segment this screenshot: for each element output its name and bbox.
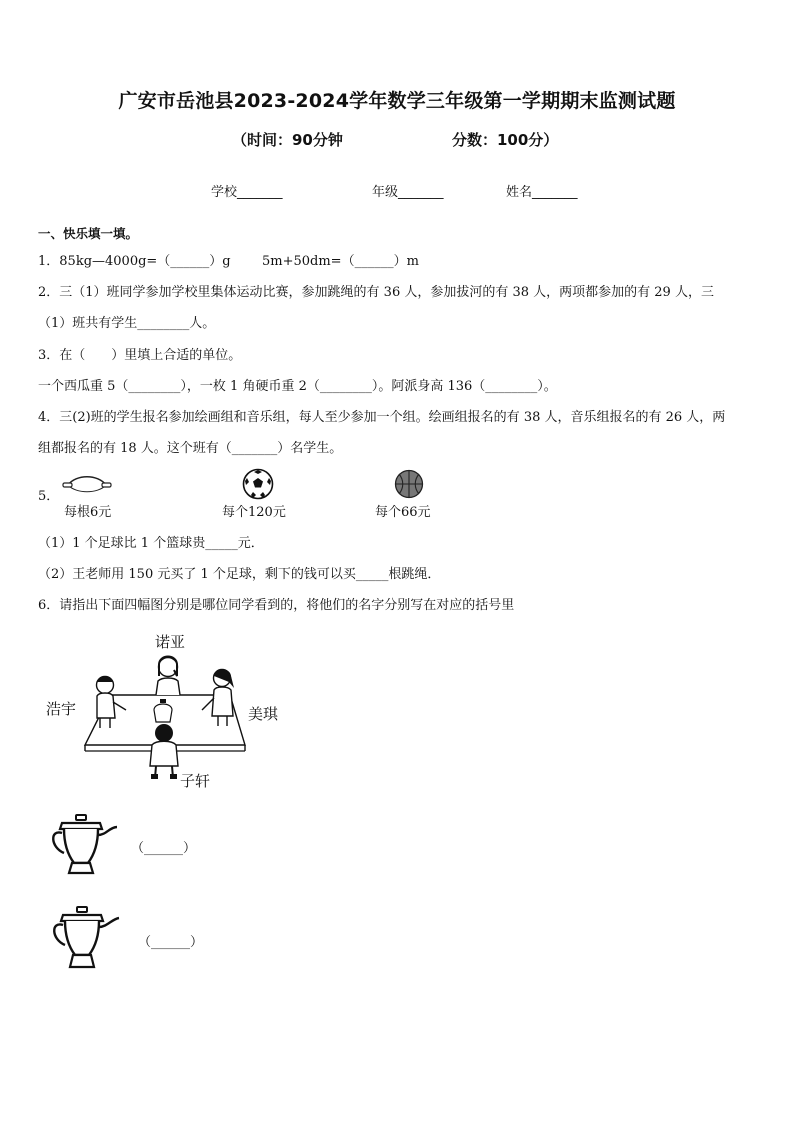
question-2-line1: 2．三（1）班同学参加学校里集体运动比赛，参加跳绳的有 36 人，参加拔河的有 38 人，两项都参加的有 29 人，三 [38, 285, 714, 300]
table-scene-illustration [82, 650, 247, 785]
page-title: 广安市岳池县2023-2024学年数学三年级第一学期期末监测试题 [118, 90, 676, 112]
question-6: 6．请指出下面四幅图分别是哪位同学看到的，将他们的名字分别写在对应的括号里 [38, 598, 515, 613]
teapot-view-1 [46, 813, 120, 877]
name-label-top: 诺亚 [155, 633, 186, 651]
section-heading: 一、快乐填一填。 [38, 226, 139, 241]
jump-rope-icon [62, 472, 112, 498]
name-field[interactable]: 姓名_______ [506, 185, 578, 200]
name-label-bottom: 子轩 [180, 772, 211, 790]
school-field[interactable]: 学校_______ [211, 185, 283, 200]
grade-field[interactable]: 年级_______ [372, 185, 444, 200]
question-5-number: 5． [38, 489, 60, 504]
soccer-price: 每个120元 [222, 505, 286, 520]
question-3-line2: 一个西瓜重 5（________），一枚 1 角硬币重 2（________）。阿派身高 136（________）。 [38, 379, 557, 394]
teapot-view-2 [46, 905, 122, 971]
question-1b: 5m+50dm=（______）m [262, 254, 419, 269]
answer-blank-1[interactable]: （______） [131, 841, 197, 856]
question-3-line1: 3．在（ ）里填上合适的单位。 [38, 348, 242, 363]
question-4-line2: 组都报名的有 18 人。这个班有（_______）名学生。 [38, 441, 343, 456]
question-5-sub2: （2）王老师用 150 元买了 1 个足球，剩下的钱可以买_____根跳绳． [38, 567, 441, 582]
name-label-right: 美琪 [248, 705, 279, 723]
exam-score: 分数：100分） [452, 131, 559, 149]
answer-blank-2[interactable]: （______） [138, 935, 204, 950]
rope-price: 每根6元 [64, 505, 112, 520]
name-label-left: 浩宇 [46, 700, 77, 718]
basketball-price: 每个66元 [375, 505, 431, 520]
soccer-ball-icon [242, 468, 274, 500]
question-5-sub1: （1）1 个足球比 1 个篮球贵_____元． [38, 536, 264, 551]
question-4-line1: 4．三(2)班的学生报名参加绘画组和音乐组，每人至少参加一个组。绘画组报名的有 38 人，音乐组报名的有 26 人，两 [38, 410, 726, 425]
question-1a: 1．85kg—4000g=（______）g [38, 254, 231, 269]
question-2-line2: （1）班共有学生________人。 [38, 316, 216, 331]
exam-time: （时间：90分钟 [232, 131, 343, 149]
basketball-icon [394, 469, 424, 499]
